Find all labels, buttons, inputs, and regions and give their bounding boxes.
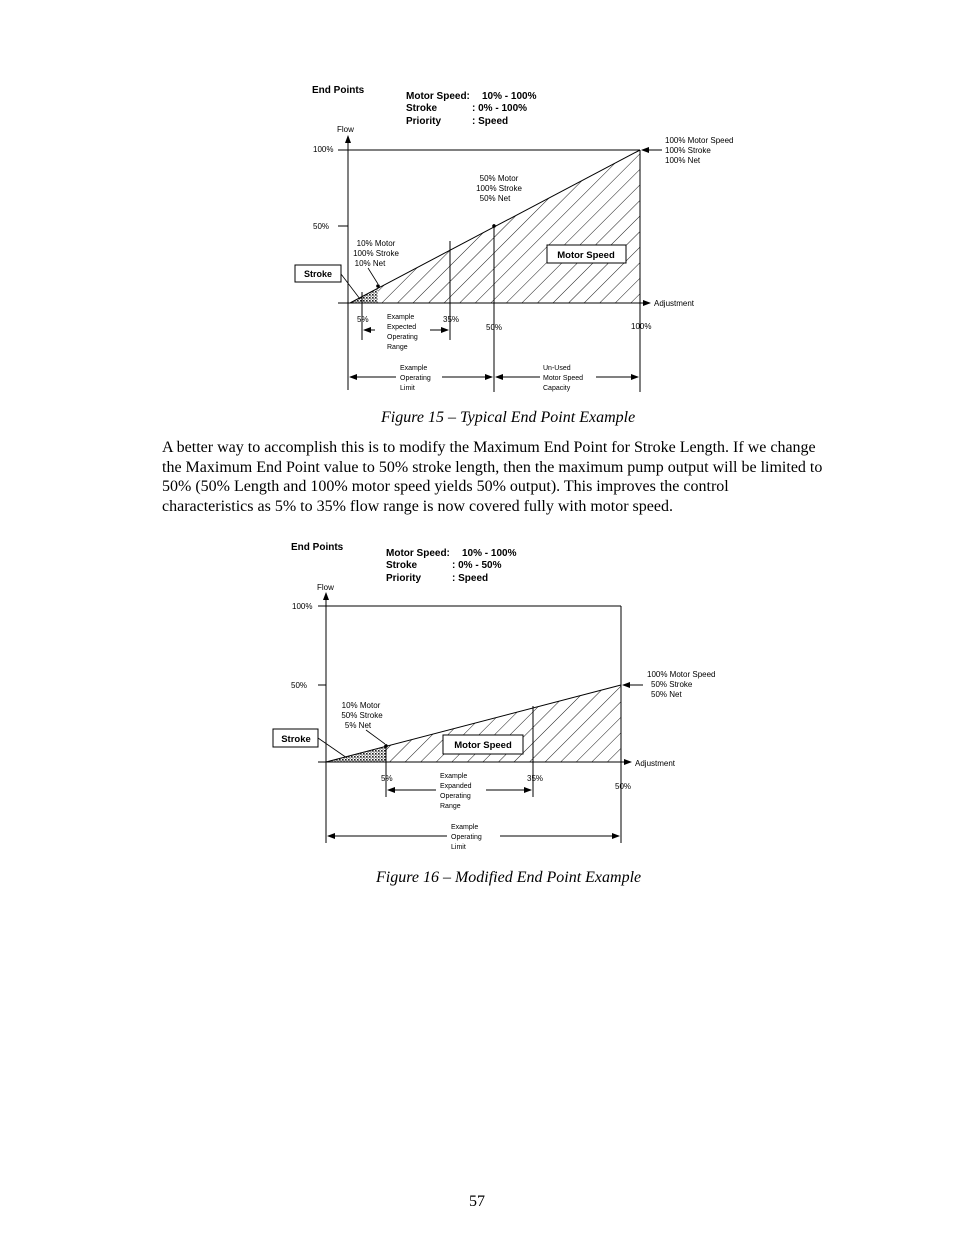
fig15-header-key-2: Stroke <box>406 103 438 114</box>
fig15-ann-50-line2: 100% Stroke <box>476 184 522 193</box>
fig16-header-key-1: Motor Speed: <box>386 548 450 559</box>
fig15-header-key-1: Motor Speed: <box>406 91 470 102</box>
fig16-point-10 <box>384 744 388 748</box>
fig15-ann-100-line3: 100% Net <box>665 156 701 165</box>
fig16-limit-line1: Example <box>451 824 479 831</box>
fig15-header-key-3: Priority <box>406 116 442 127</box>
fig15-limit-line2: Operating <box>400 375 431 382</box>
fig16-range-line3: Operating <box>440 793 471 800</box>
figure-15 <box>295 85 734 392</box>
fig16-stroke-label: Stroke <box>281 734 311 745</box>
fig16-range-line1: Example <box>440 773 468 780</box>
fig15-stroke-label: Stroke <box>303 269 333 279</box>
fig15-x-axis-label: Adjustment <box>654 299 695 308</box>
fig15-range-line3: Operating <box>387 334 418 341</box>
fig16-header-title: End Points <box>291 542 344 553</box>
figure-16 <box>273 542 716 851</box>
fig15-ann-10-line2: 100% Stroke <box>353 249 399 258</box>
fig15-range-line2: Expected <box>387 324 417 331</box>
fig15-range-line1: Example <box>387 314 415 321</box>
fig16-x-50-label: 50% <box>615 782 632 791</box>
fig15-ann-10-line1: 10% Motor <box>356 239 396 248</box>
fig15-ann-50-line3: 50% Net <box>479 194 511 203</box>
fig15-ann-10-line3: 10% Net <box>354 259 386 268</box>
fig16-ann-100-line3: 50% Net <box>651 690 682 699</box>
fig15-motor-speed-label: Motor Speed <box>557 250 615 261</box>
fig15-x-50-label: 50% <box>486 323 503 332</box>
fig16-ann-10-line3: 5% Net <box>344 721 372 730</box>
fig15-header-val-1: 10% - 100% <box>482 91 537 102</box>
fig16-ann-10-line2: 50% Stroke <box>341 711 383 720</box>
fig16-ann-10-leader <box>366 730 385 744</box>
fig15-x-5-label: 5% <box>357 315 369 324</box>
fig16-range-line4: Range <box>440 803 461 810</box>
fig16-motor-speed-label: Motor Speed <box>454 740 512 751</box>
fig15-header-val-2: : 0% - 100% <box>472 103 528 114</box>
fig15-x-35-label: 35% <box>443 315 460 324</box>
fig15-point-50 <box>492 224 496 228</box>
fig16-x-axis-label: Adjustment <box>635 759 676 768</box>
fig15-ann-100-line1: 100% Motor Speed <box>665 136 734 145</box>
fig16-ann-10-line1: 10% Motor <box>341 701 381 710</box>
fig15-header-val-3: : Speed <box>472 116 509 127</box>
paragraph-line-2: the Maximum End Point value to 50% stroke length, then the maximum pump output will be limited to <box>162 458 823 476</box>
fig16-header-val-1: 10% - 100% <box>462 548 517 559</box>
fig15-motor-speed-region <box>378 150 640 303</box>
fig15-unused-line3: Capacity <box>543 385 571 392</box>
fig15-range-line4: Range <box>387 344 408 351</box>
fig15-unused-line1: Un-Used <box>543 365 571 372</box>
page-number: 57 <box>469 1193 485 1210</box>
fig16-header-key-3: Priority <box>386 573 422 584</box>
fig16-y-50-label: 50% <box>291 681 308 690</box>
fig16-limit-line3: Limit <box>451 844 466 851</box>
fig15-y-50-label: 50% <box>313 222 330 231</box>
body-paragraph <box>162 438 878 516</box>
fig16-x-5-label: 5% <box>381 774 393 783</box>
fig15-limit-line1: Example <box>400 365 428 372</box>
fig16-y-100-label: 100% <box>292 602 313 611</box>
fig16-header-val-3: : Speed <box>452 573 489 584</box>
fig15-ann-10-leader <box>368 268 378 284</box>
fig15-x-100-label: 100% <box>631 322 652 331</box>
fig15-ann-50-line1: 50% Motor <box>479 174 519 183</box>
fig15-y-axis-label: Flow <box>337 125 354 134</box>
fig16-x-35-label: 35% <box>527 774 544 783</box>
fig16-ann-100-line1: 100% Motor Speed <box>647 670 716 679</box>
fig15-ann-100-line2: 100% Stroke <box>665 146 711 155</box>
fig15-unused-line2: Motor Speed <box>543 375 584 382</box>
fig16-range-line2: Expanded <box>440 783 472 790</box>
paragraph-line-3: 50% (50% Length and 100% motor speed yields 50% output). This improves the control <box>162 478 729 496</box>
fig16-ann-100-line2: 50% Stroke <box>651 680 693 689</box>
fig15-stroke-leader <box>341 274 360 299</box>
fig16-header-key-2: Stroke <box>386 560 418 571</box>
fig16-limit-line2: Operating <box>451 834 482 841</box>
paragraph-line-4: characteristics as 5% to 35% flow range is now covered fully with motor speed. <box>162 497 673 515</box>
fig16-y-axis-label: Flow <box>317 583 334 592</box>
fig15-point-10 <box>376 284 380 288</box>
fig16-header-val-2: : 0% - 50% <box>452 560 502 571</box>
paragraph-line-1: A better way to accomplish this is to modify the Maximum End Point for Stroke Length. If we change <box>162 439 816 456</box>
fig16-stroke-leader <box>318 738 347 758</box>
fig15-y-100-label: 100% <box>313 145 334 154</box>
fig15-limit-line3: Limit <box>400 385 415 392</box>
figure-16-caption: Figure 16 – Modified End Point Example <box>376 869 642 886</box>
fig15-header-title: End Points <box>312 85 365 96</box>
figure-15-caption: Figure 15 – Typical End Point Example <box>381 409 636 426</box>
